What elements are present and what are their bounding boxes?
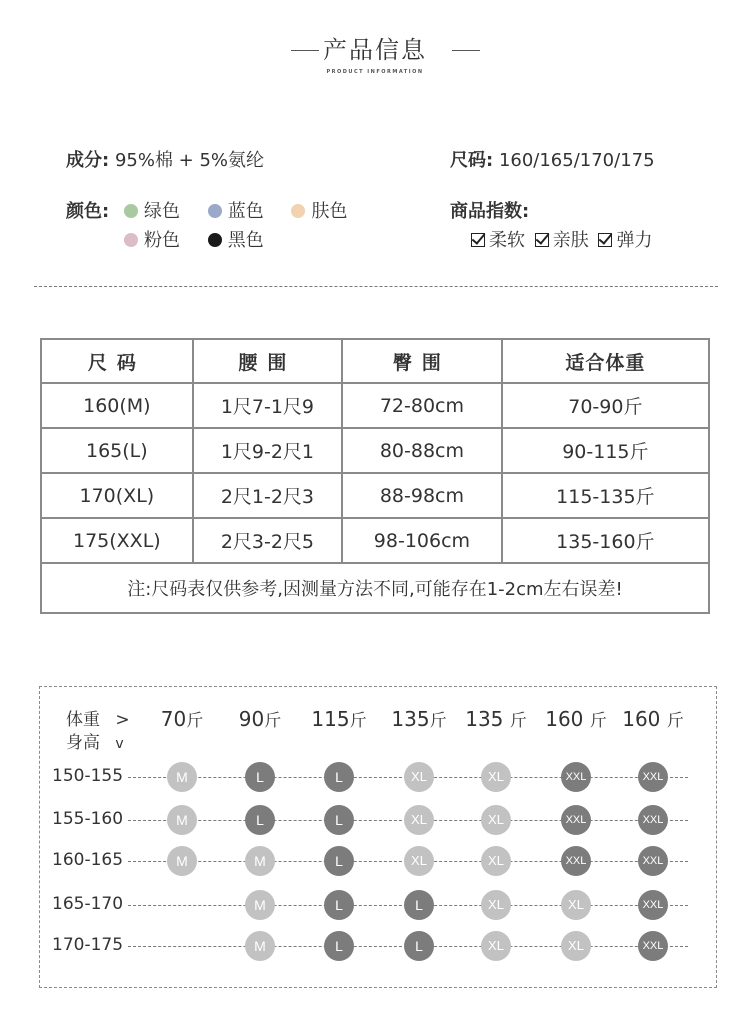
section-subtitle: PRODUCT INFORMATION bbox=[326, 69, 424, 75]
size-bubble-xl: XL bbox=[481, 805, 511, 835]
size-bubble-xxl: XXL bbox=[561, 846, 591, 876]
size-bubble-xxl: XXL bbox=[638, 931, 668, 961]
cell-hip: 72-80cm bbox=[342, 383, 502, 428]
index-items bbox=[471, 226, 656, 252]
index-item-label: 亲肤 bbox=[552, 230, 589, 251]
size-bubble-xl: XL bbox=[404, 762, 434, 792]
size-bubble-xl: XL bbox=[404, 805, 434, 835]
color-option-green bbox=[124, 197, 180, 223]
size-bubble-xl: XL bbox=[561, 890, 591, 920]
color-swatch-icon bbox=[124, 233, 138, 247]
table-note-row bbox=[41, 563, 709, 613]
size-bubble-l: L bbox=[245, 762, 275, 792]
table-row bbox=[41, 473, 709, 518]
height-axis-label bbox=[66, 728, 124, 753]
size-label: 尺码: bbox=[450, 150, 494, 171]
weight-column-header: 135 斤 bbox=[465, 707, 527, 731]
table-note: 注:尺码表仅供参考,因测量方法不同,可能存在1-2cm左右误差! bbox=[41, 563, 709, 613]
color-option-blue bbox=[208, 197, 264, 223]
cell-hip: 98-106cm bbox=[342, 518, 502, 563]
header-weight: 适合体重 bbox=[502, 339, 709, 383]
color-swatch-icon bbox=[208, 204, 222, 218]
cell-weight: 70-90斤 bbox=[502, 383, 709, 428]
size-bubble-m: M bbox=[245, 931, 275, 961]
section-title: 产品信息 bbox=[323, 36, 427, 64]
color-name: 蓝色 bbox=[227, 201, 264, 222]
index-item-label: 弹力 bbox=[616, 230, 653, 251]
weight-column-header: 70斤 bbox=[160, 707, 204, 731]
size-bubble-xxl: XXL bbox=[561, 805, 591, 835]
weight-column-header: 160 斤 bbox=[622, 707, 684, 731]
cell-weight: 135-160斤 bbox=[502, 518, 709, 563]
size-bubble-l: L bbox=[404, 931, 434, 961]
color-label: 颜色: bbox=[66, 201, 110, 222]
size-bubble-m: M bbox=[167, 846, 197, 876]
size-bubble-l: L bbox=[324, 890, 354, 920]
color-swatch-icon bbox=[291, 204, 305, 218]
color-row-2 bbox=[124, 226, 286, 252]
section-divider bbox=[34, 286, 718, 287]
size-chart-box bbox=[39, 686, 717, 988]
cell-waist: 2尺3-2尺5 bbox=[193, 518, 342, 563]
weight-column-header: 160 斤 bbox=[545, 707, 607, 731]
color-option-pink bbox=[124, 226, 180, 252]
color-name: 黑色 bbox=[227, 230, 264, 251]
color-swatch-icon bbox=[124, 204, 138, 218]
index-item-skin-friendly bbox=[535, 226, 589, 252]
size-bubble-m: M bbox=[245, 890, 275, 920]
composition-label: 成分: bbox=[66, 150, 110, 171]
size-bubble-xl: XL bbox=[481, 762, 511, 792]
cell-waist: 1尺7-1尺9 bbox=[193, 383, 342, 428]
size-bubble-xxl: XXL bbox=[638, 890, 668, 920]
height-label: 身高 bbox=[66, 733, 100, 753]
checkbox-checked-icon bbox=[535, 233, 549, 247]
weight-column-header: 90斤 bbox=[238, 707, 282, 731]
size-bubble-m: M bbox=[167, 762, 197, 792]
size-bubble-xl: XL bbox=[481, 846, 511, 876]
cell-hip: 88-98cm bbox=[342, 473, 502, 518]
section-header bbox=[0, 30, 750, 75]
size-bubble-xxl: XXL bbox=[638, 762, 668, 792]
size-bubble-xxl: XXL bbox=[561, 762, 591, 792]
size-bubble-l: L bbox=[404, 890, 434, 920]
weight-column-header: 135斤 bbox=[391, 707, 447, 731]
size-bubble-xl: XL bbox=[481, 890, 511, 920]
color-name: 肤色 bbox=[311, 201, 348, 222]
index-info bbox=[450, 197, 529, 223]
size-bubble-xl: XL bbox=[561, 931, 591, 961]
cell-hip: 80-88cm bbox=[342, 428, 502, 473]
height-row-label: 150-155 bbox=[52, 766, 124, 786]
size-bubble-m: M bbox=[245, 846, 275, 876]
header-waist: 腰围 bbox=[193, 339, 342, 383]
index-label: 商品指数: bbox=[450, 201, 530, 222]
composition-info bbox=[66, 146, 264, 172]
size-bubble-xxl: XXL bbox=[638, 846, 668, 876]
size-bubble-l: L bbox=[324, 846, 354, 876]
color-option-black bbox=[208, 226, 264, 252]
size-table bbox=[40, 338, 710, 614]
size-bubble-l: L bbox=[324, 762, 354, 792]
size-info bbox=[450, 146, 655, 172]
index-item-label: 柔软 bbox=[489, 230, 525, 251]
cell-waist: 1尺9-2尺1 bbox=[193, 428, 342, 473]
size-bubble-l: L bbox=[324, 931, 354, 961]
height-row-label: 165-170 bbox=[52, 894, 124, 914]
checkbox-checked-icon bbox=[598, 233, 612, 247]
height-row-label: 155-160 bbox=[52, 809, 124, 829]
cell-waist: 2尺1-2尺3 bbox=[193, 473, 342, 518]
arrow-down-icon: v bbox=[115, 736, 124, 752]
size-bubble-xxl: XXL bbox=[638, 805, 668, 835]
size-bubble-m: M bbox=[167, 805, 197, 835]
color-option-skin bbox=[291, 197, 347, 223]
weight-axis-label bbox=[66, 705, 130, 730]
size-bubble-xl: XL bbox=[404, 846, 434, 876]
header-hip: 臀围 bbox=[342, 339, 502, 383]
size-bubble-l: L bbox=[245, 805, 275, 835]
height-row-label: 170-175 bbox=[52, 935, 124, 955]
color-info bbox=[66, 197, 109, 223]
checkbox-checked-icon bbox=[471, 233, 485, 247]
size-bubble-l: L bbox=[324, 805, 354, 835]
index-item-elastic bbox=[598, 226, 652, 252]
color-name: 绿色 bbox=[144, 201, 180, 222]
cell-weight: 90-115斤 bbox=[502, 428, 709, 473]
cell-size: 160(M) bbox=[41, 383, 193, 428]
table-row bbox=[41, 518, 709, 563]
cell-weight: 115-135斤 bbox=[502, 473, 709, 518]
arrow-right-icon: > bbox=[115, 710, 130, 730]
weight-column-header: 115斤 bbox=[311, 707, 367, 731]
table-row bbox=[41, 383, 709, 428]
table-row bbox=[41, 428, 709, 473]
index-item-soft bbox=[471, 226, 525, 252]
cell-size: 175(XXL) bbox=[41, 518, 193, 563]
header-size: 尺码 bbox=[41, 339, 193, 383]
size-bubble-xl: XL bbox=[481, 931, 511, 961]
color-name: 粉色 bbox=[144, 230, 180, 251]
cell-size: 165(L) bbox=[41, 428, 193, 473]
color-row-1 bbox=[124, 197, 347, 223]
size-table-header bbox=[41, 339, 709, 383]
height-row-label: 160-165 bbox=[52, 850, 124, 870]
weight-label: 体重 bbox=[66, 710, 100, 730]
cell-size: 170(XL) bbox=[41, 473, 193, 518]
size-value: 160/165/170/175 bbox=[498, 150, 655, 171]
composition-value: 95%棉 + 5%氨纶 bbox=[114, 150, 265, 171]
color-swatch-icon bbox=[208, 233, 222, 247]
